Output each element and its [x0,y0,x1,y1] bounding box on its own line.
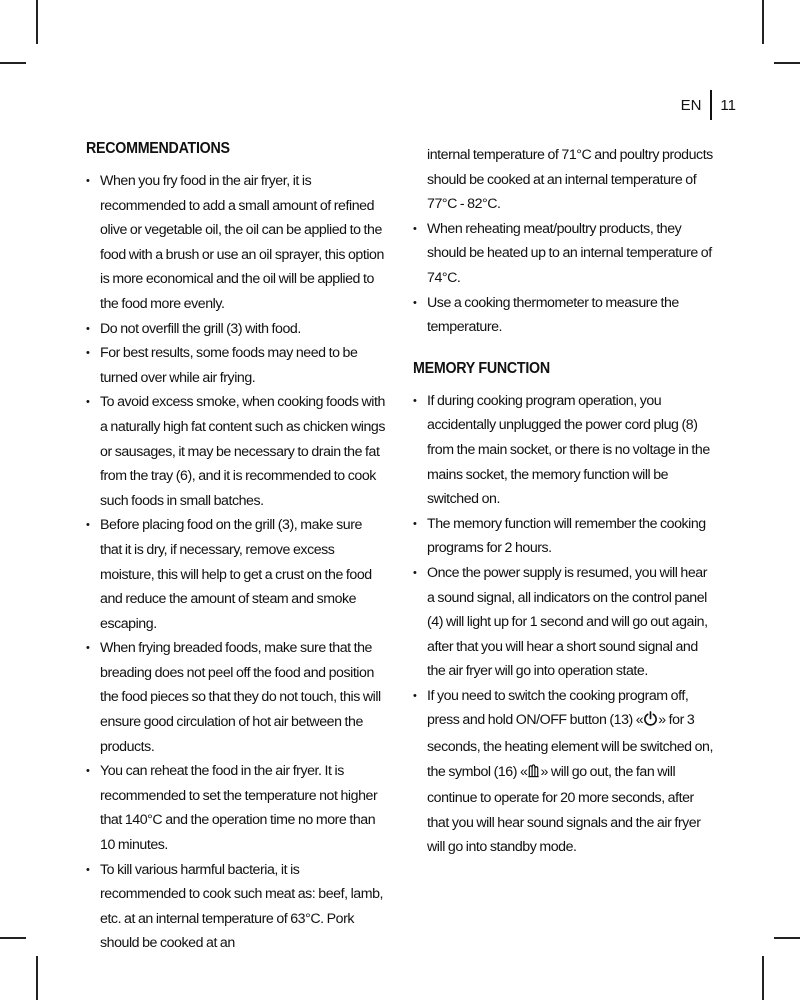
list-item: • You can reheat the food in the air fryer. It is recommended to set the temperature not higher that 140°C and the operation time no more than 10 minutes. [86,759,386,857]
list-item: • When frying breaded foods, make sure that the breading does not peel off the food and position the food pieces so that they do not touch, this will ensure good circulation of hot air between the products. [86,636,386,759]
right-column [413,143,713,860]
item-text: » will go out, the fan will continue to operate for 20 more seconds, after that you will hear sound signals and the air fryer will go into standby mode. [427,763,701,856]
crop-mark [36,956,38,1000]
crop-mark [0,937,26,939]
crop-mark [774,62,800,64]
list-item: • Before placing food on the grill (3), make sure that it is dry, if necessary, remove excess moisture, this will help to get a crust on the food and reduce the amount of steam and smoke escaping. [86,513,386,636]
memory-function-list [413,389,713,860]
item-text: » for 3 seconds, the heating element will be switched on, the symbol (16) « [427,712,713,780]
list-item: • When reheating meat/poultry products, they should be heated up to an internal temperature of 74°C. [413,217,713,291]
list-item: • For best results, some foods may need to be turned over while air frying. [86,341,386,390]
memory-function-heading: MEMORY FUNCTION [413,359,550,377]
list-item: • Once the power supply is resumed, you will hear a sound signal, all indicators on the control panel (4) will light up for 1 second and will go out again, after that you will hear a short sound signal and the air fryer will go into operation state. [413,561,713,684]
recommendations-list [86,169,386,956]
list-item: • The memory function will remember the cooking programs for 2 hours. [413,512,713,561]
list-item [413,684,713,860]
crop-mark [0,62,26,64]
list-item: • When you fry food in the air fryer, it is recommended to add a small amount of refined olive or vegetable oil, the oil can be applied to the food with a brush or use an oil sprayer, this option is more economical and the oil will be applied to the food more evenly. [86,169,386,317]
list-item: • If during cooking program operation, you accidentally unplugged the power cord plug (8) from the main socket, or there is no voltage in the mains socket, the memory function will be switched on. [413,389,713,512]
language-label: EN [680,96,702,114]
recommendations-list-continued [413,143,713,340]
heating-icon [527,762,540,787]
recommendations-heading: RECOMMENDATIONS [86,140,230,157]
item-text: If you need to switch the cooking program off, press and hold ON/OFF button (13) « [427,687,689,729]
crop-mark [774,937,800,939]
crop-mark [762,956,764,1000]
list-item: • To avoid excess smoke, when cooking foods with a naturally high fat content such as chicken wings or sausages, it may be necessary to drain the fat from the tray (6), and it is recommended to cook such foods in small batches. [86,390,386,513]
page-number: 11 [720,96,736,114]
power-icon [643,710,658,735]
list-item: • Use a cooking thermometer to measure the temperature. [413,291,713,340]
page-header [681,90,736,120]
left-column [86,140,386,956]
list-item-continued: internal temperature of 71°C and poultry products should be cooked at an internal temperature of 77°C - 82°C. [427,147,713,213]
crop-mark [762,0,764,44]
crop-mark [36,0,38,44]
list-item: • Do not overfill the grill (3) with food. [86,317,386,342]
list-item: • To kill various harmful bacteria, it is recommended to cook such meat as: beef, lamb, etc. at an internal temperature of 63°C. Pork should be cooked at an [86,858,386,956]
